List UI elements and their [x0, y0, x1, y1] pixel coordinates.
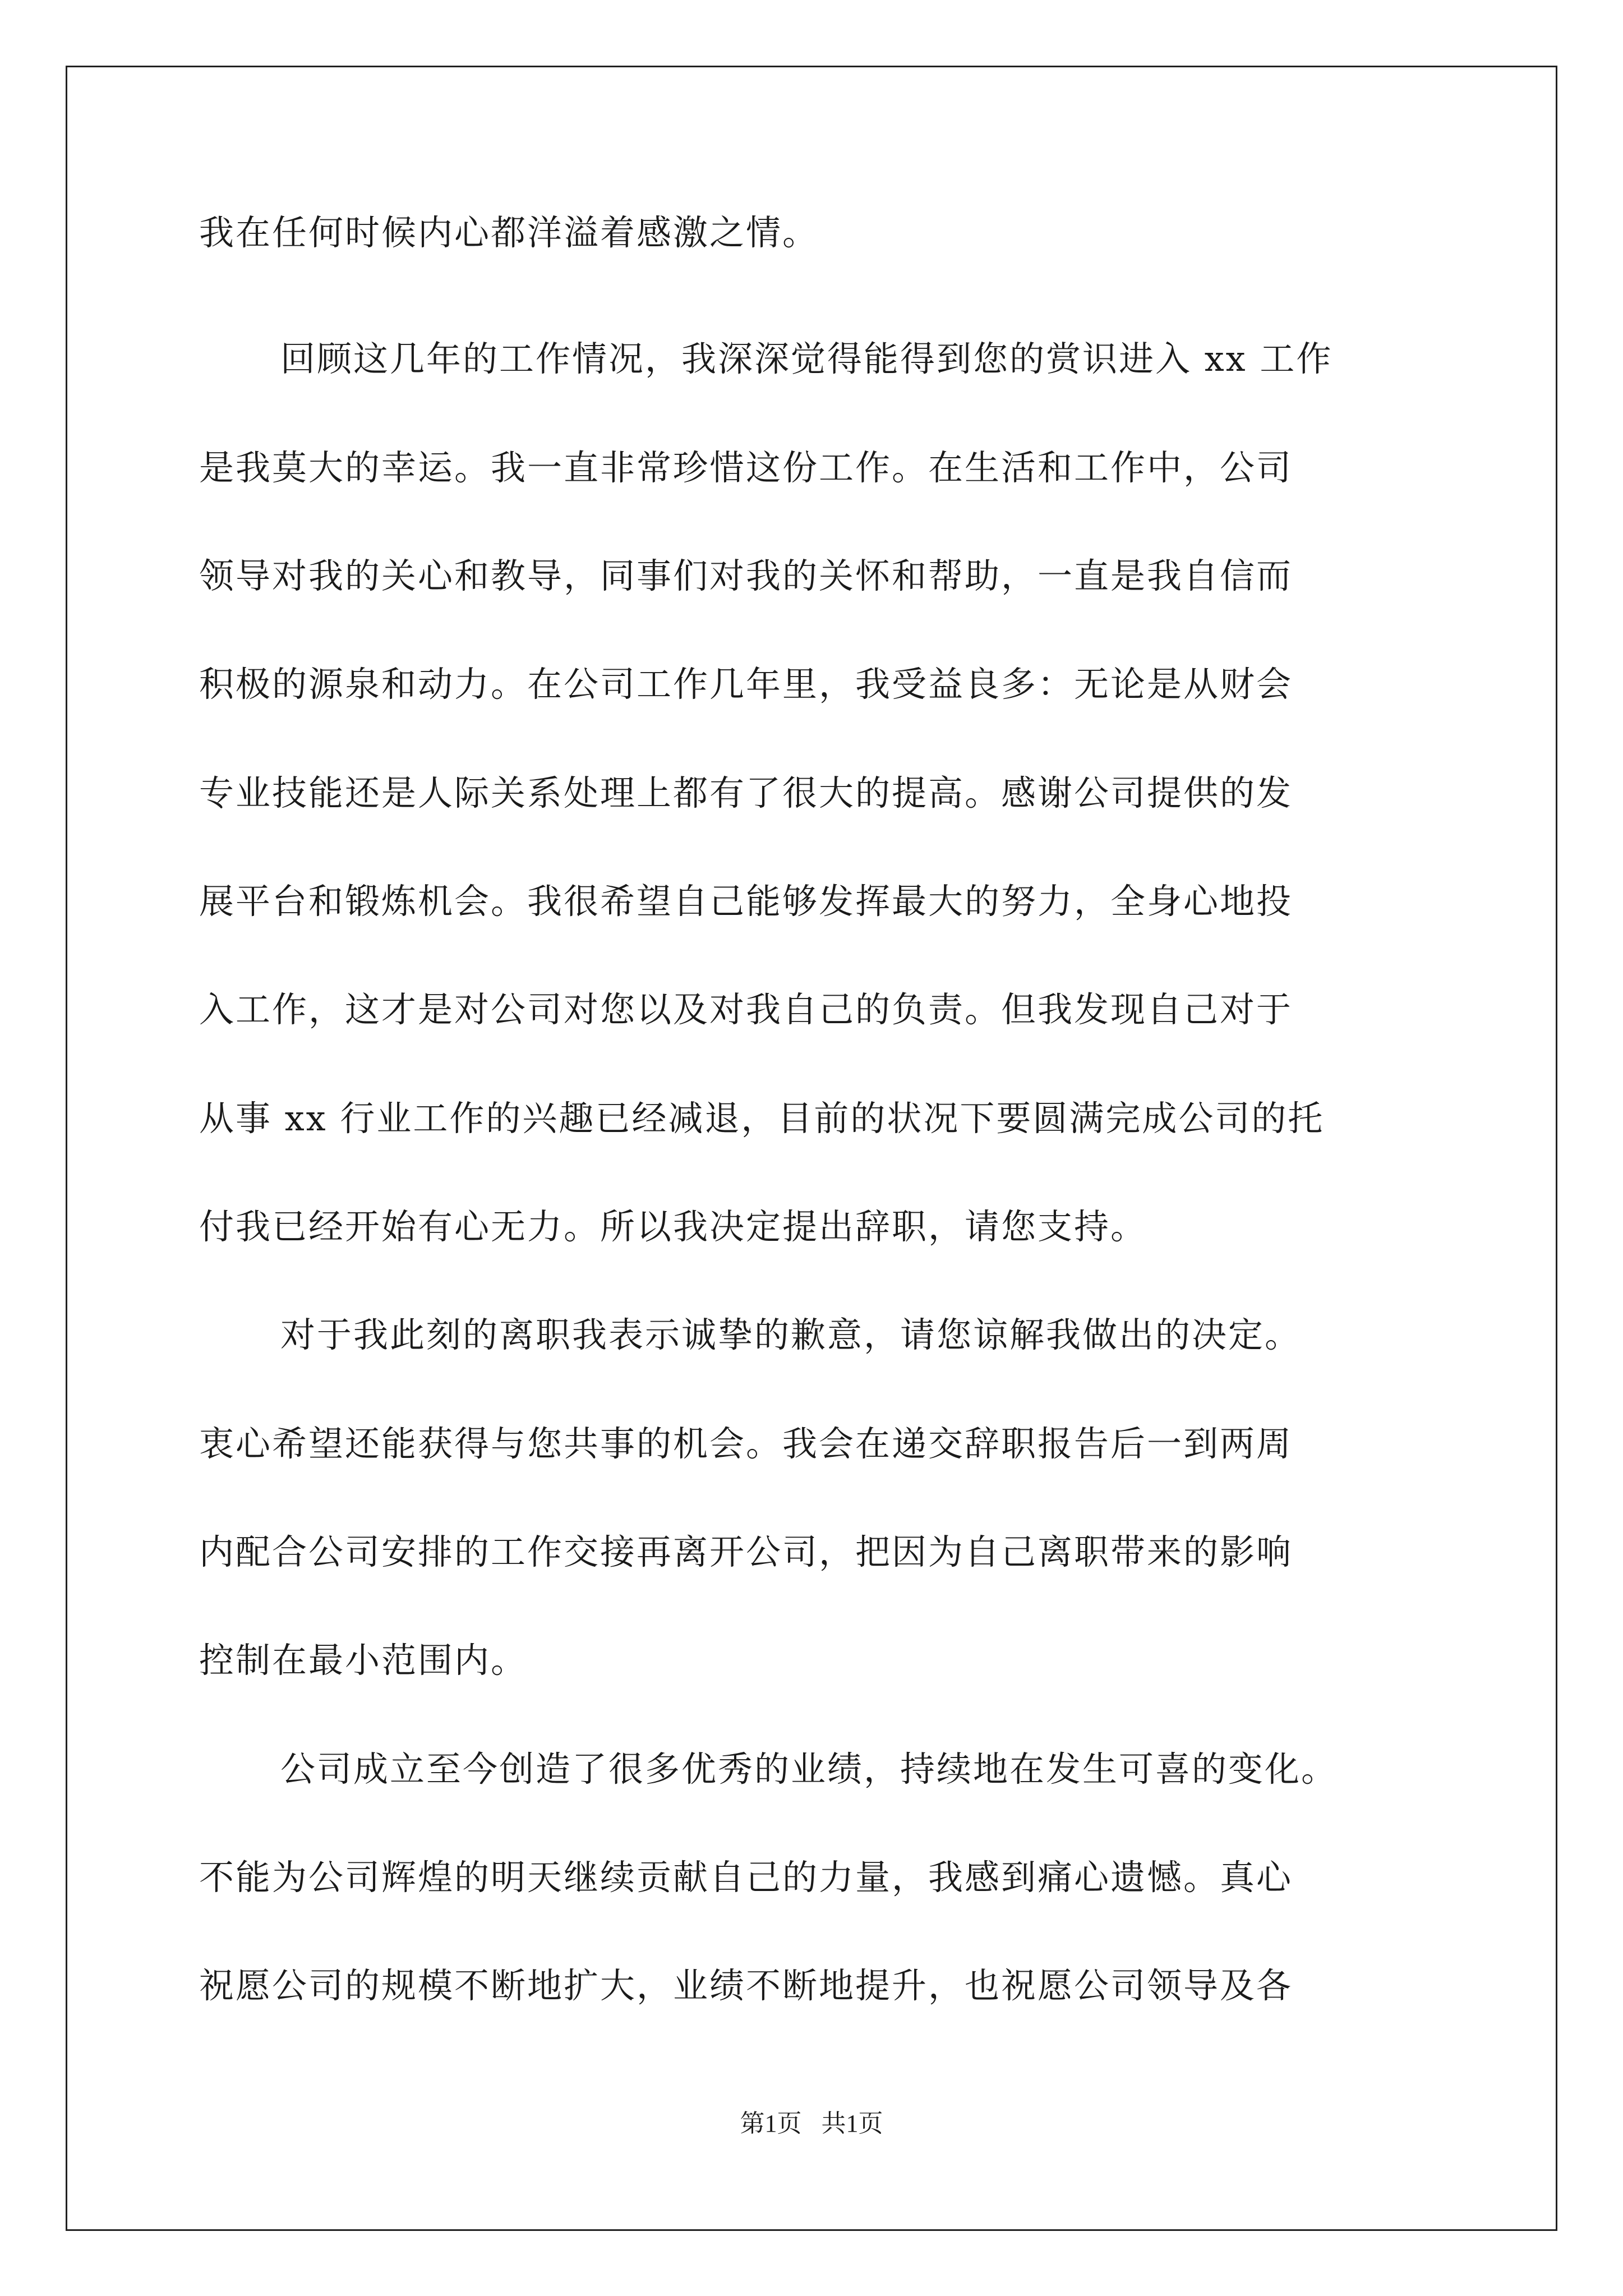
- text-line: 付我已经开始有心无力。所以我决定提出辞职，请您支持。: [199, 1206, 1147, 1247]
- text-line: 祝愿公司的规模不断地扩大，业绩不断地提升，也祝愿公司领导及各: [199, 1965, 1293, 2006]
- text-line: 领导对我的关心和教导，同事们对我的关怀和帮助，一直是我自信而: [199, 555, 1293, 596]
- text-line: 专业技能还是人际关系处理上都有了很大的提高。感谢公司提供的发: [199, 772, 1293, 813]
- text-line: 内配合公司安排的工作交接再离开公司，把因为自己离职带来的影响: [199, 1531, 1293, 1572]
- text-line: 控制在最小范围内。: [199, 1640, 528, 1681]
- paragraph-first-line: 回顾这几年的工作情况，我深深觉得能得到您的赏识进入 xx 工作: [280, 338, 1333, 379]
- paragraph-first-line: 对于我此刻的离职我表示诚挚的歉意，请您谅解我做出的决定。: [280, 1314, 1302, 1355]
- paragraph-first-line: 公司成立至今创造了很多优秀的业绩，持续地在发生可喜的变化。: [280, 1749, 1338, 1789]
- page-total: 共1页: [821, 2110, 883, 2137]
- text-line: 展平台和锻炼机会。我很希望自己能够发挥最大的努力，全身心地投: [199, 881, 1293, 922]
- text-line: 不能为公司辉煌的明天继续贡献自己的力量，我感到痛心遗憾。真心: [199, 1857, 1293, 1898]
- text-line: 从事 xx 行业工作的兴趣已经减退，目前的状况下要圆满完成公司的托: [199, 1098, 1325, 1139]
- text-line: 是我莫大的幸运。我一直非常珍惜这份工作。在生活和工作中，公司: [199, 447, 1293, 488]
- text-line: 积极的源泉和动力。在公司工作几年里，我受益良多：无论是从财会: [199, 664, 1293, 705]
- text-line: 衷心希望还能获得与您共事的机会。我会在递交辞职报告后一到两周: [199, 1423, 1293, 1464]
- text-line: 入工作，这才是对公司对您以及对我自己的负责。但我发现自己对于: [199, 989, 1293, 1030]
- text-line: 我在任何时候内心都洋溢着感激之情。: [199, 212, 819, 253]
- page-number: 第1页: [740, 2110, 802, 2137]
- page-border: [66, 66, 1557, 2231]
- page-footer: [0, 2107, 1623, 2141]
